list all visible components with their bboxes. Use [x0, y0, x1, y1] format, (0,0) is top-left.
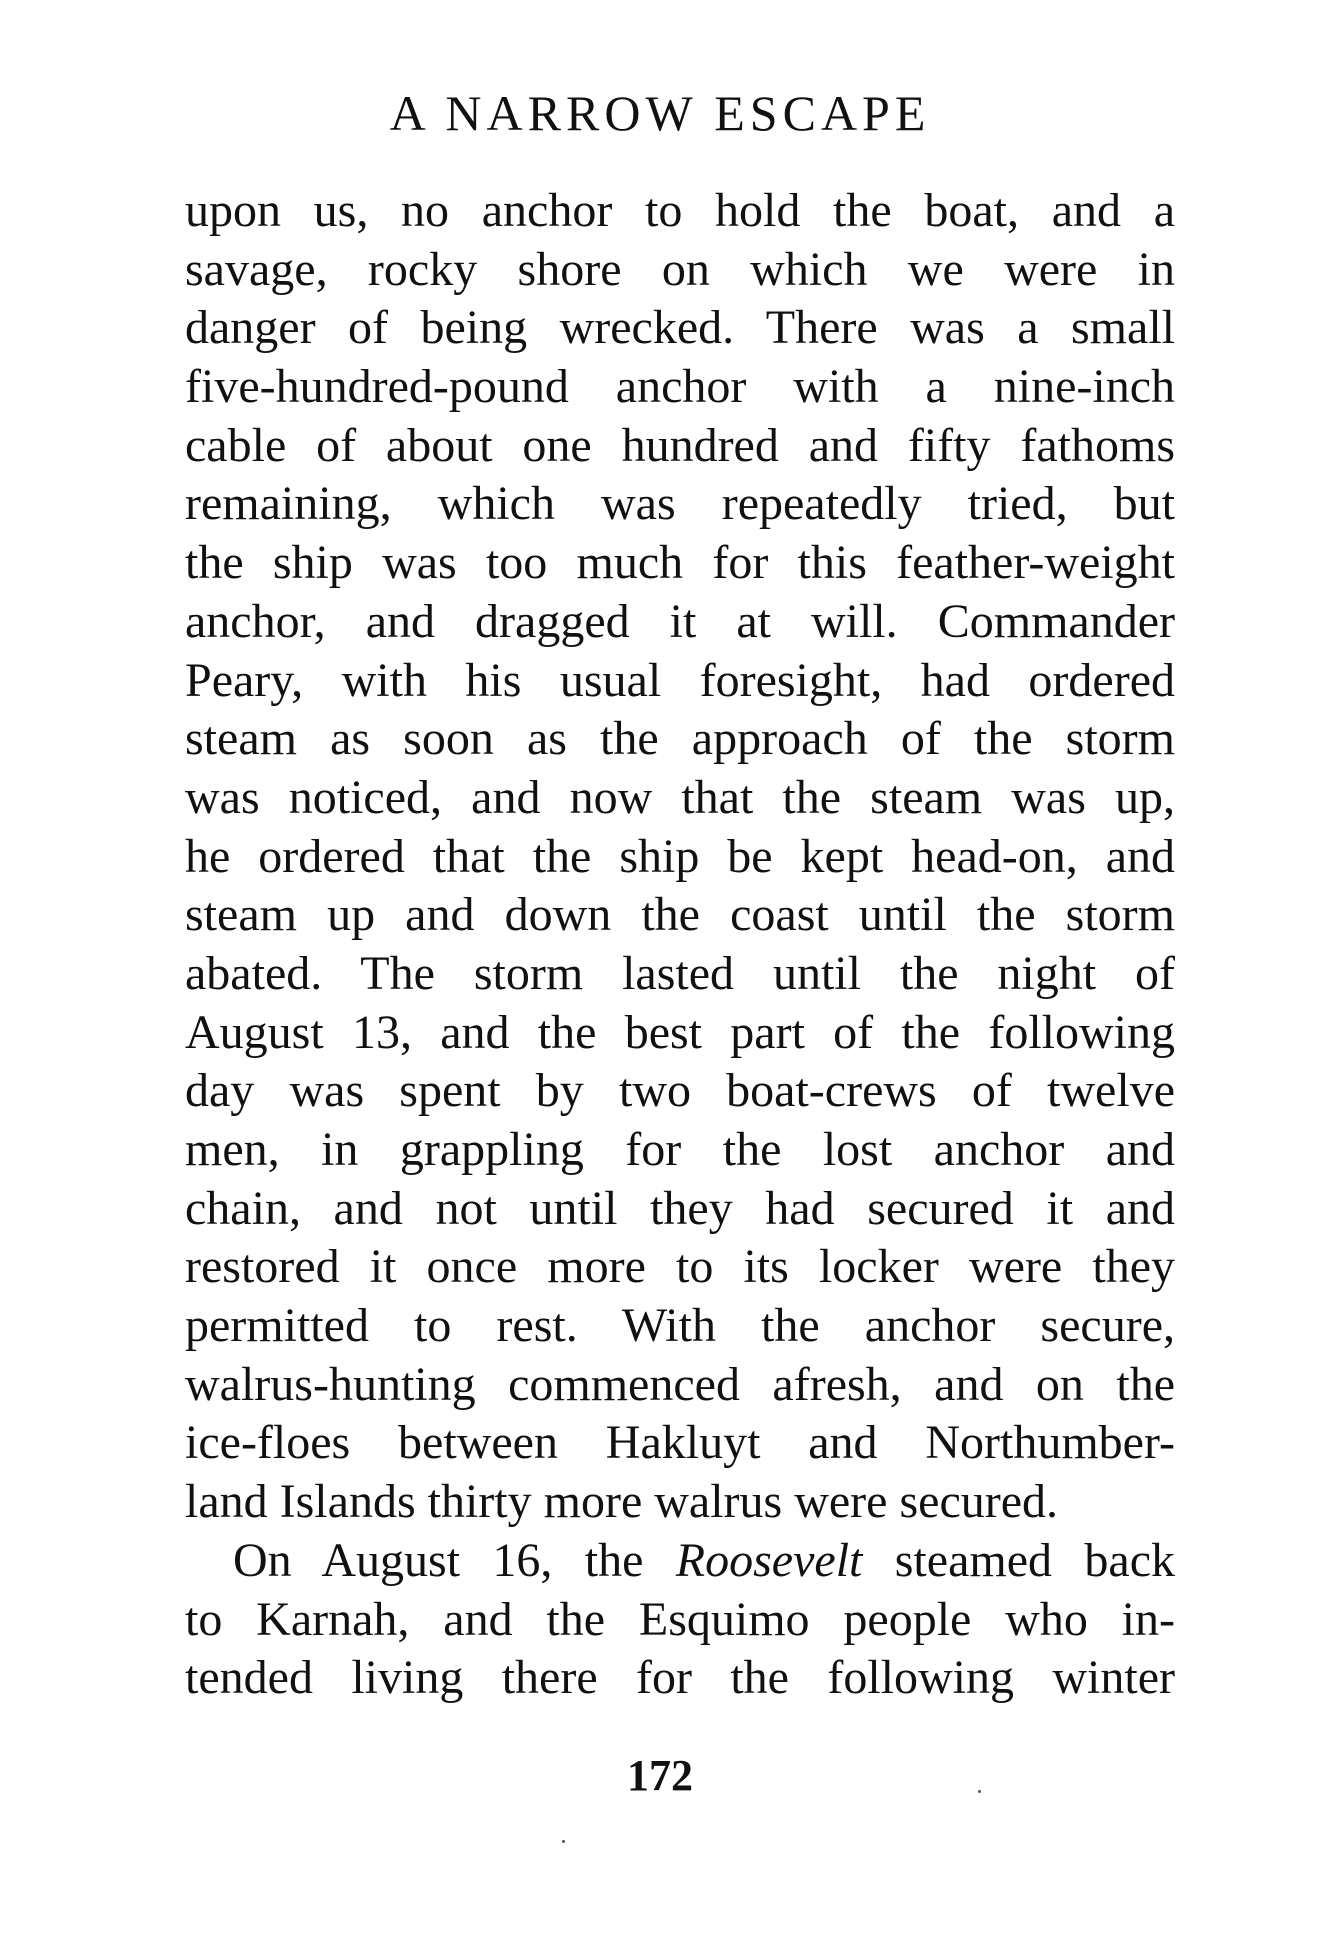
line-text: steamed back: [862, 1533, 1175, 1587]
text-line: August 13, and the best part of the following: [185, 1005, 1175, 1059]
text-line: the ship was too much for this feather-weight: [185, 536, 1175, 590]
text-line: anchor, and dragged it at will. Commander: [185, 594, 1175, 648]
page-number: 172: [627, 1751, 693, 1800]
body-text: [185, 182, 1175, 1708]
text-line: upon us, no anchor to hold the boat, and a: [185, 184, 1175, 237]
line-text: On August 16, the: [233, 1533, 676, 1587]
text-line: steam as soon as the approach of the storm: [185, 712, 1175, 766]
paragraph-start-line: [185, 1532, 1175, 1591]
running-head: A NARROW ESCAPE: [389, 85, 931, 141]
text-line: to Karnah, and the Esquimo people who in-: [185, 1592, 1175, 1646]
text-line: chain, and not until they had secured it and: [185, 1181, 1175, 1235]
text-line: savage, rocky shore on which we were in: [185, 242, 1175, 296]
text-line: permitted to rest. With the anchor secure,: [185, 1299, 1175, 1353]
text-line: was noticed, and now that the steam was up,: [185, 770, 1175, 824]
text-line: steam up and down the coast until the storm: [185, 888, 1175, 942]
ship-name: Roosevelt: [675, 1533, 863, 1587]
print-speck: [978, 1790, 981, 1793]
text-line: cable of about one hundred and fifty fathoms: [185, 418, 1175, 472]
paragraph-end-line: land Islands thirty more walrus were secured.: [185, 1475, 1059, 1529]
text-line: restored it once more to its locker were they: [185, 1240, 1175, 1294]
text-line: abated. The storm lasted until the night of: [185, 946, 1175, 1000]
text-line: day was spent by two boat-crews of twelve: [185, 1064, 1175, 1118]
text-line: men, in grappling for the lost anchor and: [185, 1123, 1175, 1176]
text-line: danger of being wrecked. There was a small: [185, 301, 1175, 355]
text-line: remaining, which was repeatedly tried, but: [185, 477, 1175, 531]
print-speck: [562, 1840, 565, 1843]
text-line: ice-floes between Hakluyt and Northumber-: [185, 1416, 1175, 1470]
text-line: walrus-hunting commenced afresh, and on the: [185, 1357, 1175, 1411]
text-line: he ordered that the ship be kept head-on, and: [185, 829, 1175, 883]
text-line: tended living there for the following winter: [185, 1651, 1175, 1705]
text-line: Peary, with his usual foresight, had ordered: [185, 653, 1175, 707]
text-line: five-hundred-pound anchor with a nine-inch: [185, 360, 1175, 414]
